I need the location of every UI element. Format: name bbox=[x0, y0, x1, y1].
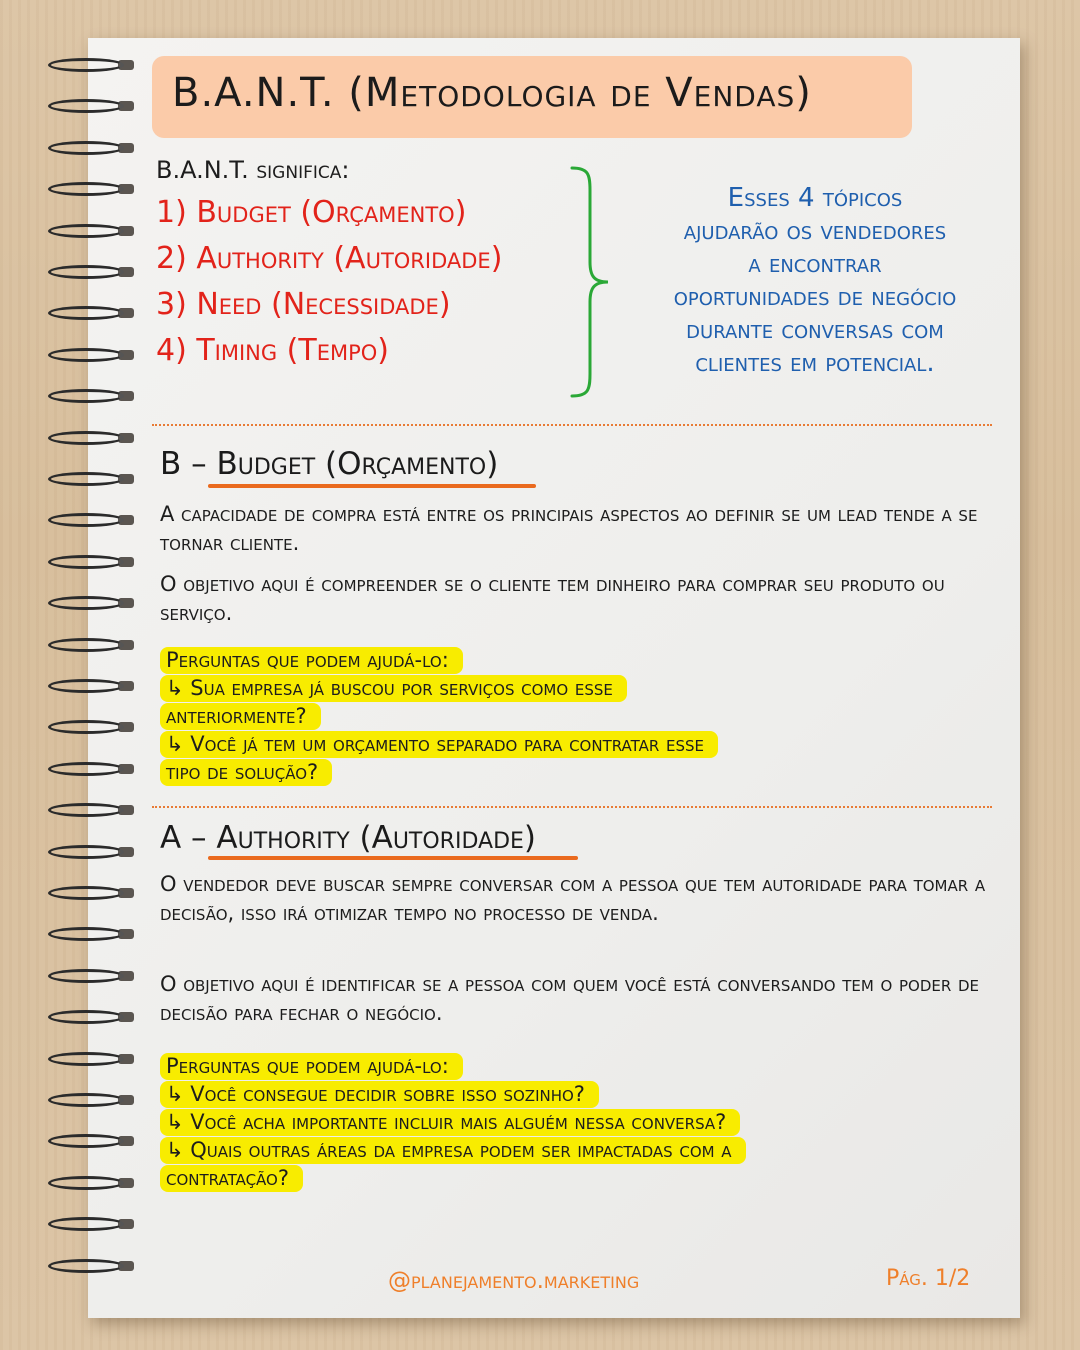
spiral-coil bbox=[48, 1257, 134, 1275]
summary-line: Esses 4 tópicos bbox=[727, 183, 903, 213]
spiral-coil bbox=[48, 387, 134, 405]
spiral-coil bbox=[48, 470, 134, 488]
spiral-coil bbox=[48, 760, 134, 778]
summary-line: clientes em potencial. bbox=[695, 348, 935, 378]
spiral-coil bbox=[48, 718, 134, 736]
dotted-divider bbox=[152, 806, 992, 808]
spiral-coil bbox=[48, 925, 134, 943]
question-item: anteriormente? bbox=[160, 703, 321, 730]
budget-paragraph-1: A capacidade de compra está entre os principais aspectos ao definir se um lead tende a se tornar cliente. bbox=[160, 502, 978, 555]
spiral-coil bbox=[48, 884, 134, 902]
question-item: ↳ Quais outras áreas da empresa podem ser impactadas com a bbox=[160, 1137, 746, 1164]
list-item-need: 3) Need (Necessidade) bbox=[156, 287, 451, 322]
spiral-coil bbox=[48, 346, 134, 364]
spiral-coil bbox=[48, 304, 134, 322]
summary-line: oportunidades de negócio bbox=[673, 282, 957, 312]
spiral-coil bbox=[48, 263, 134, 281]
spiral-coil bbox=[48, 1132, 134, 1150]
spiral-coil bbox=[48, 967, 134, 985]
spiral-coil bbox=[48, 1174, 134, 1192]
question-item: ↳ Sua empresa já buscou por serviços como esse bbox=[160, 675, 627, 702]
spiral-binding bbox=[48, 56, 144, 1296]
spiral-coil bbox=[48, 636, 134, 654]
spiral-coil bbox=[48, 222, 134, 240]
authority-paragraph-2: O objetivo aqui é identificar se a pessoa com quem você está conversando tem o poder de decisão para fechar o negócio. bbox=[160, 972, 979, 1025]
list-item-authority: 2) Authority (Autoridade) bbox=[156, 241, 503, 276]
curly-brace-icon bbox=[566, 164, 616, 400]
heading-underline bbox=[208, 856, 578, 860]
footer-handle: @planejamento.marketing bbox=[388, 1268, 640, 1294]
meaning-label: B.A.N.T. significa: bbox=[156, 156, 350, 184]
spiral-coil bbox=[48, 511, 134, 529]
list-item-budget: 1) Budget (Orçamento) bbox=[156, 195, 467, 230]
dotted-divider bbox=[152, 424, 992, 426]
question-item: ↳ Você já tem um orçamento separado para contratar esse bbox=[160, 731, 718, 758]
authority-questions bbox=[160, 1052, 746, 1192]
summary-line: ajudarão os vendedores bbox=[683, 216, 947, 246]
spiral-coil bbox=[48, 1091, 134, 1109]
authority-paragraph-1: O vendedor deve buscar sempre conversar com a pessoa que tem autoridade para tomar a decisão, isso irá otimizar tempo no processo de venda. bbox=[160, 872, 986, 925]
spiral-coil bbox=[48, 843, 134, 861]
spiral-coil bbox=[48, 139, 134, 157]
bant-list bbox=[156, 190, 502, 374]
summary-text bbox=[610, 182, 1020, 380]
question-title: Perguntas que podem ajudá-lo: bbox=[160, 647, 463, 674]
list-item-timing: 4) Timing (Tempo) bbox=[156, 333, 389, 368]
spiral-coil bbox=[48, 553, 134, 571]
question-item: ↳ Você acha importante incluir mais alguém nessa conversa? bbox=[160, 1109, 740, 1136]
spiral-coil bbox=[48, 801, 134, 819]
budget-questions bbox=[160, 646, 718, 786]
question-item: contratação? bbox=[160, 1165, 303, 1192]
question-title: Perguntas que podem ajudá-lo: bbox=[160, 1053, 463, 1080]
spiral-coil bbox=[48, 1215, 134, 1233]
spiral-coil bbox=[48, 1050, 134, 1068]
spiral-coil bbox=[48, 1008, 134, 1026]
budget-paragraph-2: O objetivo aqui é compreender se o cliente tem dinheiro para comprar seu produto ou serviço. bbox=[160, 572, 945, 625]
summary-line: a encontrar bbox=[748, 249, 882, 279]
spiral-coil bbox=[48, 429, 134, 447]
question-item: ↳ Você consegue decidir sobre isso sozinho? bbox=[160, 1081, 599, 1108]
question-item: tipo de solução? bbox=[160, 759, 332, 786]
page-number: Pág. 1/2 bbox=[886, 1266, 971, 1291]
section-heading-budget: B – Budget (Orçamento) bbox=[160, 446, 499, 482]
spiral-coil bbox=[48, 56, 134, 74]
spiral-coil bbox=[48, 180, 134, 198]
summary-line: durante conversas com bbox=[686, 315, 944, 345]
page-title: B.A.N.T. (Metodologia de Vendas) bbox=[172, 70, 812, 116]
spiral-coil bbox=[48, 97, 134, 115]
spiral-coil bbox=[48, 677, 134, 695]
heading-underline bbox=[208, 484, 536, 488]
section-heading-authority: A – Authority (Autoridade) bbox=[160, 820, 536, 856]
spiral-coil bbox=[48, 594, 134, 612]
